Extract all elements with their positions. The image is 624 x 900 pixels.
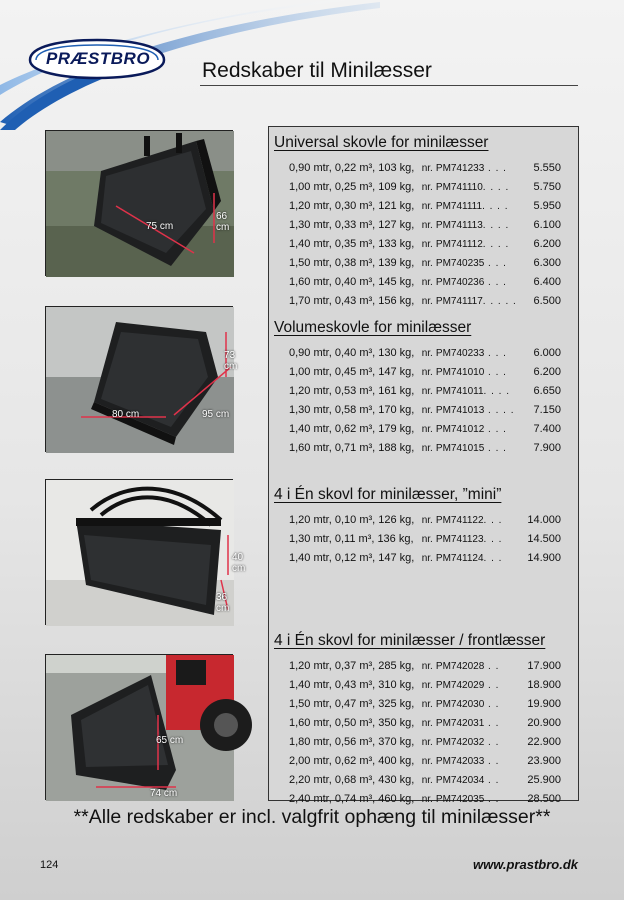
price-value: 5.750 xyxy=(533,180,561,193)
price-cell xyxy=(526,679,574,691)
price-value: 14.000 xyxy=(527,513,561,526)
product-number xyxy=(422,698,526,710)
dim-label: 80 cm xyxy=(112,409,140,420)
product-code: PM742031 xyxy=(435,717,485,729)
spec-text: 1,30 mtr, 0,11 m³, 136 kg, xyxy=(289,532,414,545)
dim-label: 66 cm xyxy=(216,211,230,233)
price-list xyxy=(274,656,574,808)
price-value: 22.900 xyxy=(527,735,561,748)
price-value: 6.100 xyxy=(533,218,561,231)
product-code: PM742034 xyxy=(435,774,485,786)
spec-text: 1,20 mtr, 0,10 m³, 126 kg, xyxy=(289,513,415,526)
spec-text: 1,30 mtr, 0,58 m³, 170 kg, xyxy=(289,403,415,416)
product-number xyxy=(422,181,526,193)
nr-label: nr. xyxy=(421,295,433,307)
price-value: 14.900 xyxy=(527,551,561,564)
leader-dots: . . . xyxy=(484,366,507,378)
section-title: Volumeskovle for minilæsser xyxy=(274,319,472,336)
nr-label: nr. xyxy=(421,660,433,672)
dim-label: 65 cm xyxy=(156,735,184,746)
price-value: 6.200 xyxy=(533,237,561,250)
price-value: 18.900 xyxy=(527,678,561,691)
leader-dots: . . . . xyxy=(484,404,515,416)
product-number xyxy=(422,257,526,269)
nr-label: nr. xyxy=(421,698,433,710)
spec-text: 2,00 mtr, 0,62 m³, 400 kg, xyxy=(289,754,415,767)
spec-text: 1,60 mtr, 0,40 m³, 145 kg, xyxy=(289,275,415,288)
price-row xyxy=(274,381,574,400)
product-code: PM741012 xyxy=(435,423,485,435)
price-row xyxy=(274,529,574,548)
price-cell xyxy=(526,200,574,212)
price-row xyxy=(274,400,574,419)
photo-four-in-one-front xyxy=(45,654,233,800)
leader-dots: . . xyxy=(484,793,500,805)
section-volume-bucket xyxy=(274,319,574,457)
spec-text: 1,50 mtr, 0,47 m³, 325 kg, xyxy=(289,697,415,710)
price-cell xyxy=(526,514,574,526)
price-value: 5.550 xyxy=(533,161,561,174)
price-cell xyxy=(526,736,574,748)
product-code: PM740235 xyxy=(435,257,485,269)
price-list xyxy=(274,343,574,457)
leader-dots: . . . . xyxy=(482,181,510,193)
leader-dots: . . xyxy=(484,717,500,729)
leader-dots: . . . xyxy=(483,552,503,564)
price-row xyxy=(274,234,574,253)
price-value: 6.300 xyxy=(533,256,561,269)
nr-label: nr. xyxy=(421,366,433,378)
website-link[interactable]: www.prastbro.dk xyxy=(473,857,578,872)
spec-text: 1,70 mtr, 0,43 m³, 156 kg, xyxy=(289,294,415,307)
product-code: PM741124 xyxy=(435,552,484,564)
leader-dots: . . xyxy=(484,774,500,786)
product-number xyxy=(422,514,526,526)
product-code: PM740236 xyxy=(435,276,485,288)
title-divider xyxy=(200,85,578,86)
product-number xyxy=(422,295,526,307)
product-number xyxy=(422,736,526,748)
price-cell xyxy=(526,181,574,193)
product-number xyxy=(422,162,526,174)
price-row xyxy=(274,253,574,272)
leader-dots: . . . . xyxy=(483,385,510,397)
nr-label: nr. xyxy=(421,793,433,805)
price-row xyxy=(274,656,574,675)
spec-text: 1,40 mtr, 0,62 m³, 179 kg, xyxy=(289,422,415,435)
nr-label: nr. xyxy=(421,552,433,564)
price-row xyxy=(274,291,574,310)
leader-dots: . . . xyxy=(484,423,507,435)
spec-text: 1,20 mtr, 0,53 m³, 161 kg, xyxy=(289,384,415,397)
price-row xyxy=(274,419,574,438)
product-number xyxy=(422,347,526,359)
product-code: PM741117 xyxy=(435,295,483,307)
leader-dots: . . . xyxy=(483,533,503,545)
price-cell xyxy=(526,774,574,786)
photo-volume-bucket xyxy=(45,306,238,452)
leader-dots: . . . . xyxy=(482,219,510,231)
nr-label: nr. xyxy=(421,755,433,767)
spec-text: 1,60 mtr, 0,71 m³, 188 kg, xyxy=(289,441,415,454)
product-number xyxy=(422,660,526,672)
page-number: 124 xyxy=(40,859,59,871)
price-cell xyxy=(526,793,574,805)
product-code: PM741110 xyxy=(435,181,483,193)
product-code: PM741011 xyxy=(435,385,484,397)
product-code: PM741015 xyxy=(435,442,485,454)
price-cell xyxy=(526,717,574,729)
price-cell xyxy=(526,660,574,672)
product-code: PM742028 xyxy=(435,660,485,672)
nr-label: nr. xyxy=(421,774,433,786)
product-number xyxy=(422,679,526,691)
leader-dots: . . xyxy=(484,755,500,767)
nr-label: nr. xyxy=(421,514,433,526)
price-value: 17.900 xyxy=(527,659,561,672)
product-code: PM741233 xyxy=(435,162,485,174)
product-number xyxy=(422,442,526,454)
price-value: 19.900 xyxy=(527,697,561,710)
section-four-in-one-front xyxy=(274,632,574,808)
nr-label: nr. xyxy=(421,257,433,269)
product-number xyxy=(422,219,526,231)
section-title: 4 i Én skovl for minilæsser, ”mini” xyxy=(274,486,502,503)
leader-dots: . . . . xyxy=(482,238,510,250)
price-row xyxy=(274,215,574,234)
product-number xyxy=(422,276,526,288)
leader-dots: . . xyxy=(484,698,500,710)
price-cell xyxy=(526,755,574,767)
nr-label: nr. xyxy=(421,347,433,359)
leader-dots: . . . xyxy=(484,257,507,269)
product-number xyxy=(422,793,526,805)
product-number xyxy=(422,385,526,397)
leader-dots: . . xyxy=(484,736,500,748)
dim-label: 36 cm xyxy=(216,592,230,614)
nr-label: nr. xyxy=(421,423,433,435)
nr-label: nr. xyxy=(421,219,433,231)
price-row xyxy=(274,177,574,196)
nr-label: nr. xyxy=(421,238,433,250)
product-number xyxy=(422,238,526,250)
product-number xyxy=(422,423,526,435)
price-cell xyxy=(526,219,574,231)
price-row xyxy=(274,675,574,694)
price-cell xyxy=(526,423,574,435)
price-value: 7.900 xyxy=(533,441,561,454)
spec-text: 2,20 mtr, 0,68 m³, 430 kg, xyxy=(289,773,415,786)
product-code: PM740233 xyxy=(435,347,485,359)
spec-text: 1,40 mtr, 0,43 m³, 310 kg, xyxy=(289,678,415,691)
nr-label: nr. xyxy=(421,717,433,729)
price-value: 6.200 xyxy=(533,365,561,378)
price-value: 25.900 xyxy=(527,773,561,786)
product-code: PM741123 xyxy=(435,533,484,545)
product-code: PM741111 xyxy=(435,200,483,212)
spec-text: 1,50 mtr, 0,38 m³, 139 kg, xyxy=(289,256,415,269)
product-number xyxy=(422,774,526,786)
price-value: 20.900 xyxy=(527,716,561,729)
leader-dots: . . . xyxy=(484,276,507,288)
product-number xyxy=(422,366,526,378)
dim-label: 40 cm xyxy=(232,552,246,574)
product-number xyxy=(422,200,526,212)
leader-dots: . . xyxy=(484,660,500,672)
section-universal-bucket xyxy=(274,134,574,310)
nr-label: nr. xyxy=(421,679,433,691)
price-row xyxy=(274,732,574,751)
price-row xyxy=(274,713,574,732)
price-list xyxy=(274,158,574,310)
price-list xyxy=(274,510,574,567)
page-title: Redskaber til Minilæsser xyxy=(202,59,432,82)
product-number xyxy=(422,552,526,564)
price-row xyxy=(274,694,574,713)
dim-label: 73 cm xyxy=(224,350,238,372)
nr-label: nr. xyxy=(421,181,433,193)
product-number xyxy=(422,717,526,729)
price-value: 23.900 xyxy=(527,754,561,767)
price-cell xyxy=(526,385,574,397)
leader-dots: . . . . . xyxy=(482,295,517,307)
price-row xyxy=(274,196,574,215)
price-value: 6.400 xyxy=(533,275,561,288)
product-code: PM741113 xyxy=(435,219,483,231)
price-value: 14.500 xyxy=(527,532,561,545)
product-number xyxy=(422,533,526,545)
leader-dots: . . . xyxy=(484,442,507,454)
price-cell xyxy=(526,162,574,174)
product-code: PM742035 xyxy=(435,793,485,805)
price-row xyxy=(274,438,574,457)
product-code: PM741122 xyxy=(435,514,484,526)
section-four-in-one-mini xyxy=(274,486,574,567)
spec-text: 1,20 mtr, 0,30 m³, 121 kg, xyxy=(289,199,415,212)
price-cell xyxy=(526,404,574,416)
price-row xyxy=(274,158,574,177)
price-row xyxy=(274,343,574,362)
leader-dots: . . . xyxy=(484,347,507,359)
product-code: PM741010 xyxy=(435,366,485,378)
nr-label: nr. xyxy=(421,276,433,288)
product-code: PM741112 xyxy=(435,238,483,250)
section-title: 4 i Én skovl for minilæsser / frontlæsser xyxy=(274,632,546,649)
price-value: 5.950 xyxy=(533,199,561,212)
nr-label: nr. xyxy=(421,404,433,416)
price-cell xyxy=(526,257,574,269)
price-cell xyxy=(526,698,574,710)
spec-text: 1,80 mtr, 0,56 m³, 370 kg, xyxy=(289,735,415,748)
price-value: 7.150 xyxy=(533,403,561,416)
spec-text: 1,30 mtr, 0,33 m³, 127 kg, xyxy=(289,218,415,231)
product-number xyxy=(422,755,526,767)
section-title: Universal skovle for minilæsser xyxy=(274,134,489,151)
product-code: PM742030 xyxy=(435,698,485,710)
price-value: 6.000 xyxy=(533,346,561,359)
price-value: 6.500 xyxy=(533,294,561,307)
leader-dots: . . . xyxy=(484,162,507,174)
nr-label: nr. xyxy=(421,200,433,212)
price-value: 6.650 xyxy=(533,384,561,397)
price-cell xyxy=(526,347,574,359)
photo-universal-bucket xyxy=(45,130,233,276)
spec-text: 1,00 mtr, 0,25 m³, 109 kg, xyxy=(289,180,415,193)
spec-text: 1,60 mtr, 0,50 m³, 350 kg, xyxy=(289,716,415,729)
nr-label: nr. xyxy=(421,162,433,174)
leader-dots: . . xyxy=(484,679,500,691)
footer-note: **Alle redskaber er incl. valgfrit ophæng til minilæsser** xyxy=(73,806,551,828)
price-cell xyxy=(526,276,574,288)
spec-text: 2,40 mtr, 0,74 m³, 460 kg, xyxy=(289,792,415,805)
spec-text: 1,40 mtr, 0,35 m³, 133 kg, xyxy=(289,237,415,250)
nr-label: nr. xyxy=(421,385,433,397)
price-cell xyxy=(526,533,574,545)
price-row xyxy=(274,510,574,529)
price-row xyxy=(274,272,574,291)
leader-dots: . . . . xyxy=(482,200,509,212)
product-number xyxy=(422,404,526,416)
price-cell xyxy=(526,366,574,378)
product-code: PM742029 xyxy=(435,679,485,691)
spec-text: 0,90 mtr, 0,40 m³, 130 kg, xyxy=(289,346,415,359)
dim-label: 75 cm xyxy=(146,221,174,232)
price-row xyxy=(274,362,574,381)
price-row xyxy=(274,770,574,789)
spec-text: 1,00 mtr, 0,45 m³, 147 kg, xyxy=(289,365,415,378)
price-cell xyxy=(526,295,574,307)
price-cell xyxy=(526,442,574,454)
dim-label: 95 cm xyxy=(202,409,230,420)
price-cell xyxy=(526,552,574,564)
dim-label: 74 cm xyxy=(150,788,178,799)
price-row xyxy=(274,548,574,567)
nr-label: nr. xyxy=(421,533,433,545)
leader-dots: . . . xyxy=(483,514,503,526)
price-cell xyxy=(526,238,574,250)
spec-text: 1,20 mtr, 0,37 m³, 285 kg, xyxy=(289,659,415,672)
price-row xyxy=(274,751,574,770)
product-code: PM741013 xyxy=(435,404,485,416)
spec-text: 0,90 mtr, 0,22 m³, 103 kg, xyxy=(289,161,415,174)
nr-label: nr. xyxy=(421,442,433,454)
price-value: 7.400 xyxy=(533,422,561,435)
spec-text: 1,40 mtr, 0,12 m³, 147 kg, xyxy=(289,551,415,564)
price-value: 28.500 xyxy=(527,792,561,805)
photo-four-in-one-mini xyxy=(45,479,246,625)
nr-label: nr. xyxy=(421,736,433,748)
product-code: PM742033 xyxy=(435,755,485,767)
product-code: PM742032 xyxy=(435,736,485,748)
logo-text: PRÆSTBRO xyxy=(45,49,151,68)
